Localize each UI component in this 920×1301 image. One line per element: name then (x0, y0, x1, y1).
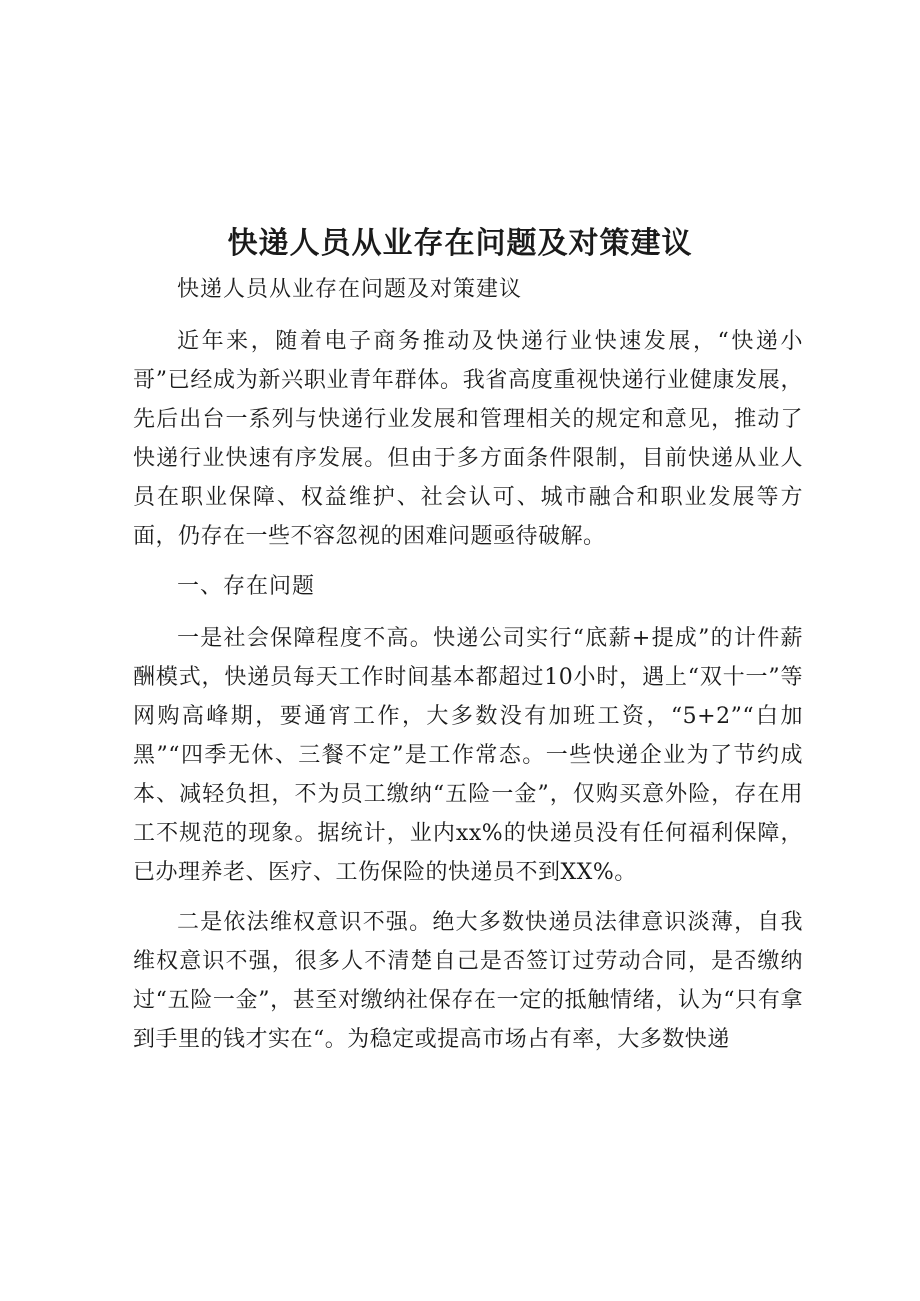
section-heading: 一、存在问题 (177, 574, 316, 599)
issue-paragraph-social-security: 一是社会保障程度不高。快递公司实行“底薪+提成”的计件薪酬模式，快递员每天工作时间基本都超过10小时，遇上“双十一”等网购高峰期，要通宵工作，大多数没有加班工资，“5+2”“白加黑”“四季无休、三餐不定”是工作常态。一些快递企业为了节约成本、减轻负担，不为员工缴纳“五险一金”，仅购买意外险，存在用工不规范的现象。据统计，业内xx%的快递员没有任何福利保障，已办理养老、医疗、工伤保险的快递员不到XX%。 (133, 626, 803, 885)
document-body (133, 270, 803, 1070)
document-title: 快递人员从业存在问题及对策建议 (227, 226, 693, 261)
intro-paragraph: 近年来，随着电子商务推动及快递行业快速发展，“快递小哥”已经成为新兴职业青年群体。我省高度重视快递行业健康发展，先后出台一系列与快递行业发展和管理相关的规定和意见，推动了快递行业快速有序发展。但由于多方面条件限制，目前快递从业人员在职业保障、权益维护、社会认可、城市融合和职业发展等方面，仍存在一些不容忽视的困难问题亟待破解。 (133, 329, 803, 549)
document-subtitle: 快递人员从业存在问题及对策建议 (177, 277, 523, 302)
issue-paragraph-rights-awareness: 二是依法维权意识不强。绝大多数快递员法律意识淡薄，自我维权意识不强，很多人不清楚自己是否签订过劳动合同，是否缴纳过“五险一金”，甚至对缴纳社保存在一定的抵触情绪，认为“只有拿到手里的钱才实在“。为稳定或提高市场占有率，大多数快递 (133, 910, 803, 1052)
